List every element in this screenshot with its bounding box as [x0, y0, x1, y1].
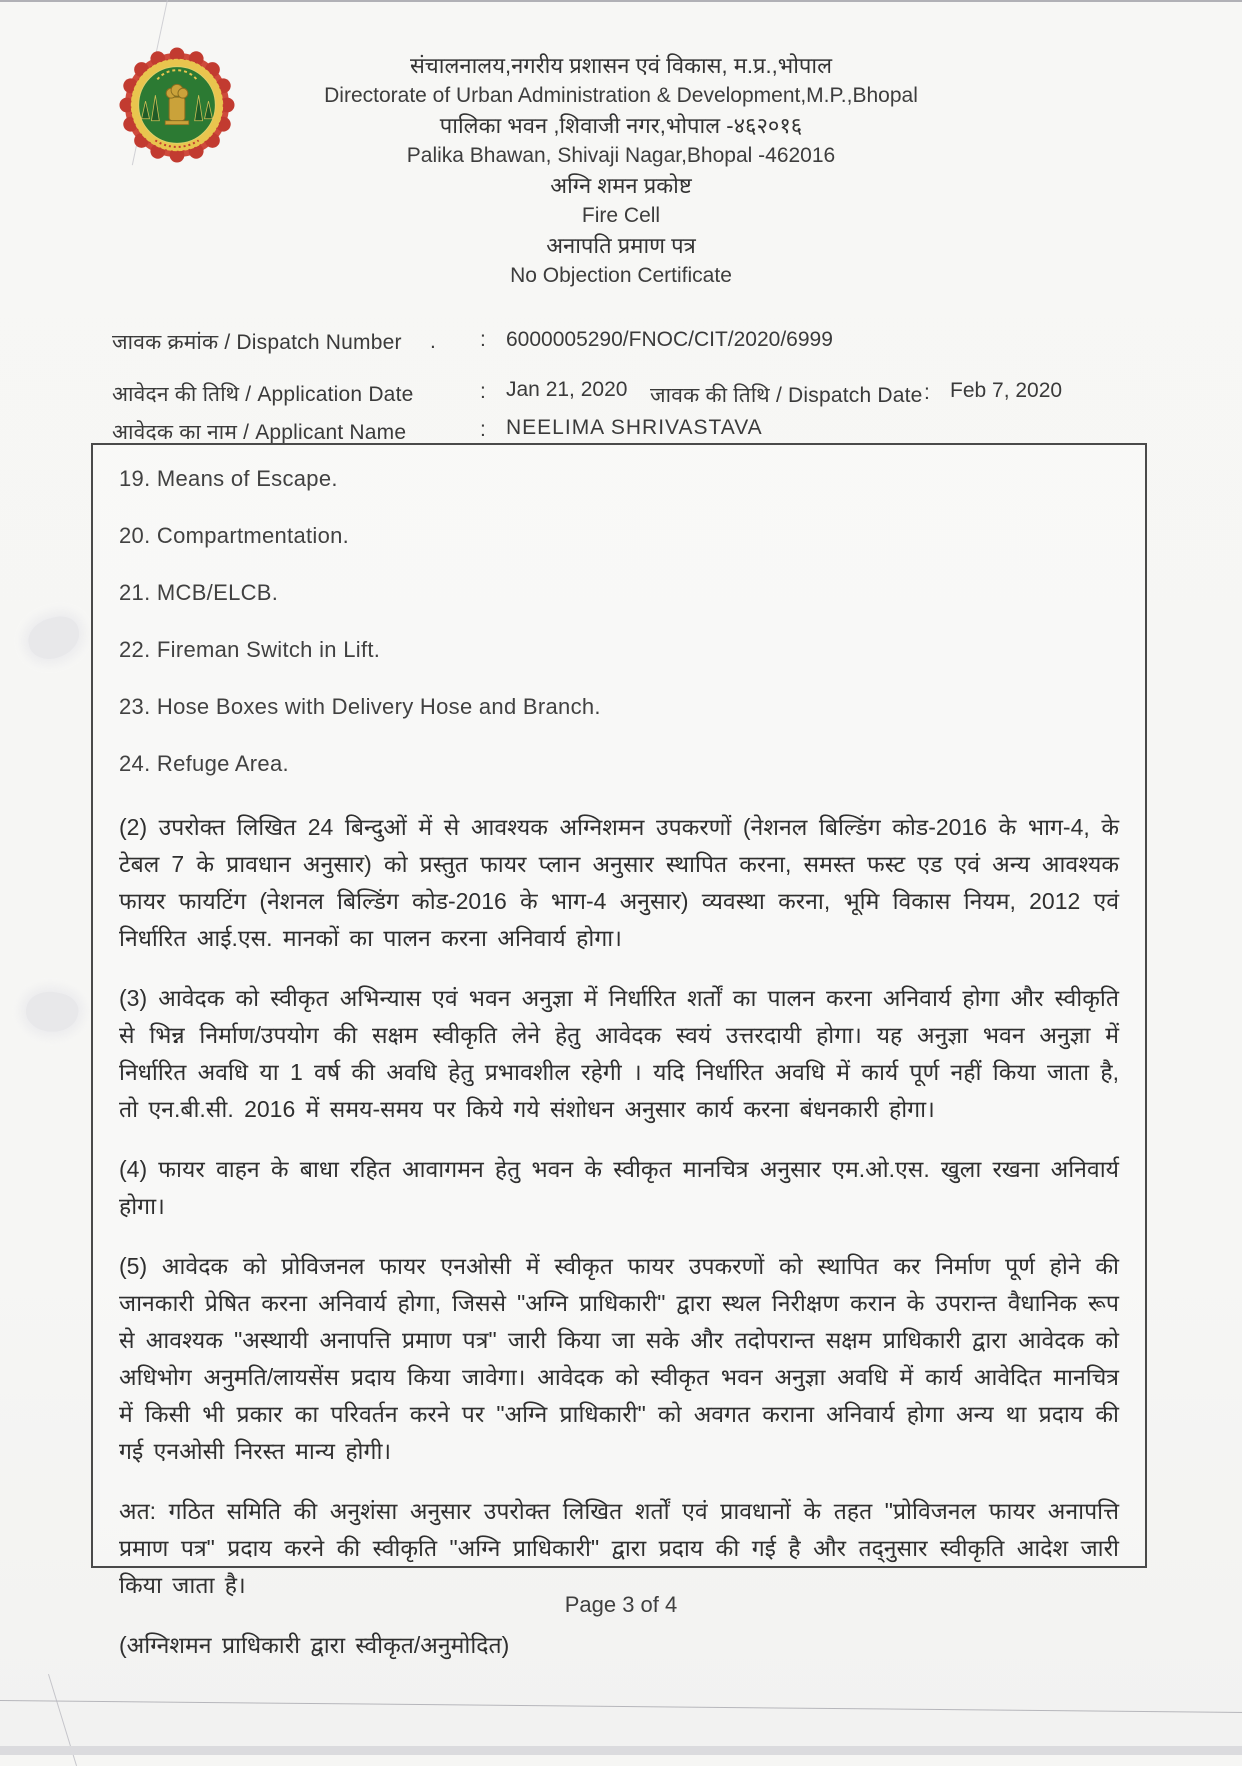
application-date-colon: : — [480, 380, 486, 403]
dispatch-number-dot: . — [430, 330, 436, 353]
dispatch-date-colon: : — [924, 381, 930, 404]
fire-cell-english: Fire Cell — [581, 204, 661, 227]
org-name-english: Directorate of Urban Administration & Development,M.P.,Bhopal — [324, 84, 918, 107]
scan-smudge — [23, 988, 81, 1036]
dispatch-number-label: जावक क्रमांक / Dispatch Number — [112, 331, 402, 354]
dispatch-date-value: Feb 7, 2020 — [950, 379, 1063, 402]
application-date-value: Jan 21, 2020 — [506, 378, 628, 401]
checklist-item: 19. Means of Escape. — [119, 466, 338, 491]
approved-by-authority-note: (अग्निशमन प्राधिकारी द्वारा स्वीकृत/अनुमोदित) — [119, 1632, 510, 1658]
application-date-label: आवेदन की तिथि / Application Date — [112, 383, 414, 406]
applicant-name-label: आवेदक का नाम / Applicant Name — [112, 421, 407, 444]
org-name-hindi: संचालनालय,नगरीय प्रशासन एवं विकास, म.प्र.,भोपाल — [409, 53, 833, 78]
terms-paragraph-2: (2) उपरोक्त लिखित 24 बिन्दुओं में से आवश्यक अग्निशमन उपकरणों (नेशनल बिल्डिंग कोड-2016 के भाग-4, के टेबल 7 के प्रावधान अनुसार) को प्रस्तुत फायर प्लान अनुसार स्थापित करना, समस्त फस्ट एड एवं अन्य आवश्यक फायर फायटिंग (नेशनल बिल्डिंग कोड-2016 के भाग-4 अनुसार) व्यवस्था करना, भूमि विकास नियम, 2012 एवं निर्धारित आई.एस. मानकों का पालन करना अनिवार्य होगा। — [119, 814, 1119, 951]
terms-paragraph-3: (3) आवेदक को स्वीकृत अभिन्यास एवं भवन अनुज्ञा में निर्धारित शर्तों का पालन करना अनिवार्य होगा और स्वीकृति से भिन्न निर्माण/उपयोग की सक्षम स्वीकृति लेने हेतु आवेदक स्वयं उत्तरदायी होगा। यह अनुज्ञा भवन अनुज्ञा में निर्धारित अवधि या 1 वर्ष की अवधि हेतु प्रभावशील रहेगी । यदि निर्धारित अवधि में कार्य पूर्ण नहीं किया जाता है, तो एन.बी.सी. 2016 में समय-समय पर किये गये संशोधन अनुसार कार्य करना बंधनकारी होगा। — [119, 985, 1119, 1122]
checklist-item: 22. Fireman Switch in Lift. — [119, 637, 381, 662]
letterhead — [0, 50, 1242, 290]
checklist-item: 21. MCB/ELCB. — [119, 580, 279, 605]
scan-edge-shadow — [0, 1746, 1242, 1755]
certificate-title-english: No Objection Certificate — [510, 264, 732, 287]
scan-fold-line — [0, 1700, 1242, 1713]
checklist-item: 23. Hose Boxes with Delivery Hose and Branch. — [119, 694, 601, 719]
dispatch-number-value: 6000005290/FNOC/CIT/2020/6999 — [506, 328, 833, 351]
scan-smudge — [24, 612, 85, 664]
checklist-item: 24. Refuge Area. — [119, 751, 289, 776]
org-address-english: Palika Bhawan, Shivaji Nagar,Bhopal -462016 — [406, 144, 836, 167]
dispatch-date-label: जावक की तिथि / Dispatch Date — [650, 384, 923, 407]
applicant-name-colon: : — [480, 418, 486, 441]
approval-statement: अत: गठित समिति की अनुशंसा अनुसार उपरोक्त लिखित शर्तों एवं प्रावधानों के तहत "प्रोविजनल फायर अनापत्ति प्रमाण पत्र" प्रदाय करने की स्वीकृति "अग्नि प्राधिकारी" द्वारा प्रदाय की गई है और तद्नुसार स्वीकृति आदेश जारी किया जाता है। — [119, 1498, 1119, 1598]
org-address-hindi: पालिका भवन ,शिवाजी नगर,भोपाल -४६२०१६ — [439, 113, 803, 138]
checklist-item: 20. Compartmentation. — [119, 523, 350, 548]
fire-cell-hindi: अग्नि शमन प्रकोष्ट — [550, 173, 692, 198]
page-number: Page 3 of 4 — [564, 1592, 678, 1617]
terms-paragraph-4: (4) फायर वाहन के बाधा रहित आवागमन हेतु भवन के स्वीकृत मानचित्र अनुसार एम.ओ.एस. खुला रखना अनिवार्य होगा। — [119, 1156, 1119, 1219]
scan-edge-line — [0, 0, 1242, 2]
terms-paragraph-5: (5) आवेदक को प्रोविजनल फायर एनओसी में स्वीकृत फायर उपकरणों को स्थापित कर निर्माण पूर्ण होने की जानकारी प्रेषित करना अनिवार्य होगा, जिससे "अग्नि प्राधिकारी" द्वारा स्थल निरीक्षण करान के उपरान्त वैधानिक रूप से आवश्यक "अस्थायी अनापत्ति प्रमाण पत्र" जारी किया जा सके और तदोपरान्त सक्षम प्राधिकारी द्वारा आवेदक को अधिभोग अनुमति/लायसेंस प्रदाय किया जावेगा। आवेदक को स्वीकृत भवन अनुज्ञा अवधि में कार्य आवेदित मानचित्र में किसी भी प्रकार का परिवर्तन करने पर "अग्नि प्राधिकारी" को अवगत कराना अनिवार्य होगा अन्य था प्रदाय की गई एनओसी निरस्त मान्य होगी। — [119, 1253, 1119, 1464]
dispatch-number-colon: : — [480, 328, 486, 351]
certificate-title-hindi: अनापति प्रमाण पत्र — [546, 233, 696, 258]
applicant-name-value: NEELIMA SHRIVASTAVA — [506, 416, 763, 439]
